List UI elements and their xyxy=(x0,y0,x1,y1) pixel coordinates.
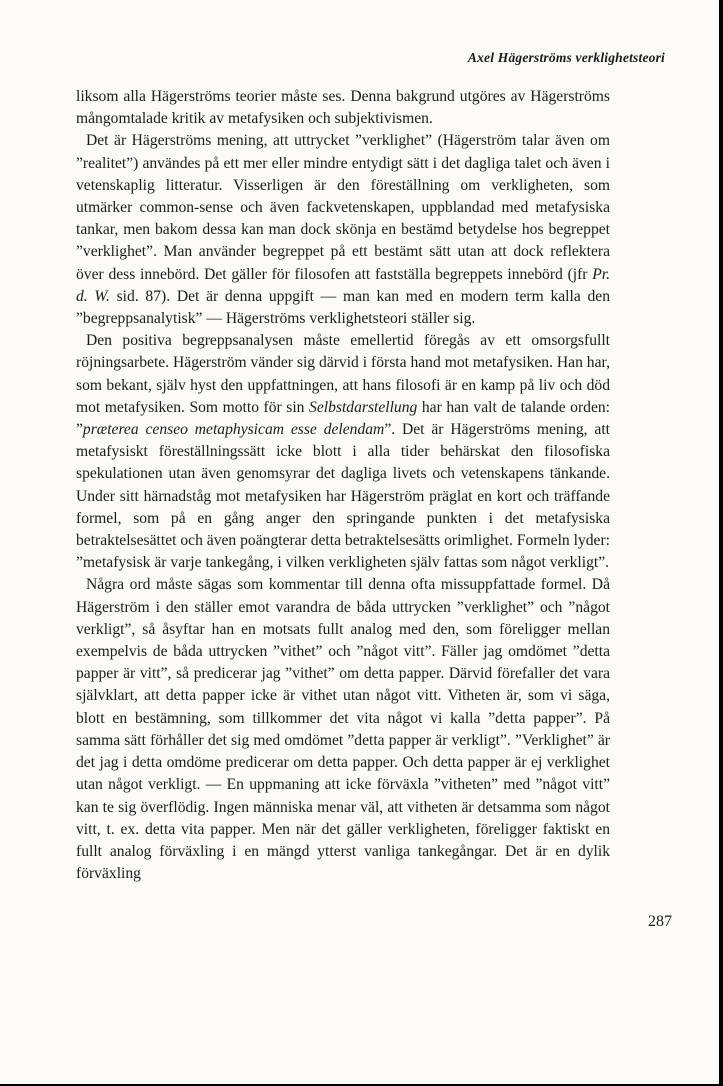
paragraph-4 xyxy=(76,574,610,885)
text-run: Det är Hägerströms mening, att uttrycket ”verklighet” (Hägerström talar även om ”realitet”) användes på ett mer eller mindre entydigt sätt i det dagliga talet och även i vetenskaplig litteratur. Visserligen är den föreställning om verkligheten, som utmärker common-sense och även fackvetenskapen, uppblandad med metafysiska tankar, men bakom dessa kan man dock skönja en bestämd betydelse hos begreppet ”verklighet”. Man använder begreppet på ett bestämt sätt utan att dock reflektera över dess innebörd. Det gäller för filosofen att fastställa begreppets innebörd (jfr xyxy=(76,132,610,283)
body-text xyxy=(76,86,610,885)
paragraph-2 xyxy=(76,130,610,330)
text-run: Några ord måste sägas som kommentar till denna ofta missuppfattade formel. Då Hägerström i den ställer emot varandra de båda uttrycken ”verklighet” och ”något verkligt”, så åsyftar han en motsats fullt analog med den, som föreligger mellan exempelvis de båda uttrycken ”vithet” och ”något vitt”. Fäller jag omdömet ”detta papper är vitt”, så predicerar jag ”vithet” om detta papper. Därvid förefaller det vara självklart, att detta papper icke är vithet utan något vitt. Vitheten är, som vi säga, blott en bestämning, som tillkommer det vita något vi kalla ”detta papper”. På samma sätt förhåller det sig med omdömet ”detta papper är verkligt”. ”Verklighet” är det jag i detta omdöme predicerar om detta papper. Och detta papper är ej verklighet utan något verkligt. — En uppmaning att icke förväxla ”vitheten” med ”något vitt” kan te sig överflödig. Ingen människa menar väl, att vitheten är detsamma som något vitt, t. ex. detta vita papper. Men när det gäller verkligheten, föreligger faktiskt en fullt analog förväxling i en mängd ytterst vanliga tankegångar. Det är en dylik förväxling xyxy=(76,576,610,883)
text-run: Den positiva begreppsanalysen måste emellertid föregås av ett omsorgsfullt röjningsarbete. Hägerström vänder sig därvid i första hand mot metafysiken. Han har, som bekant, själv hyst den uppfattningen, att hans filosofi är en kamp på liv och död mot metafysiken. Som motto för sin xyxy=(76,332,610,416)
text-run: sid. 87). Det är denna uppgift — man kan med en modern term kalla den ”begreppsanalytisk” — Hägerströms verklighetsteori ställer sig. xyxy=(76,287,610,328)
text-run: liksom alla Hägerströms teorier måste ses. Denna bakgrund utgöres av Hägerströms mångomtalade kritik av metafysiken och subjektivismen. xyxy=(76,88,610,128)
paragraph-1 xyxy=(76,86,610,130)
page-number: 287 xyxy=(648,913,672,930)
text-run-italic: Pr. d. W. xyxy=(76,265,610,305)
text-run: har han valt de talande orden: ” xyxy=(76,398,611,439)
text-run-italic: Selbstdarstellung xyxy=(309,398,418,416)
text-run-italic: præterea censeo metaphysicam esse delendam xyxy=(82,421,385,439)
paragraph-3 xyxy=(76,330,610,574)
text-run: ”. Det är Hägerströms mening, att metafysiskt föreställningssätt icke blott i alla tider behärskat den filosofiska spekulationen utan även genomsyrar det dagliga livets och vetenskapens tänkande. Under sitt härnadståg mot metafysiken har Hägerström präglat en kort och träffande formel, som på en gång anger den springande punkten i det metafysiska betraktelsesättet och även poängterar detta betraktelsesätts orimlighet. Formeln lyder: ”metafysisk är varje tankegång, i vilken verkligheten själv fattas som något verkligt”. xyxy=(76,421,611,572)
running-header: Axel Hägerströms verklighetsteori xyxy=(467,50,665,65)
